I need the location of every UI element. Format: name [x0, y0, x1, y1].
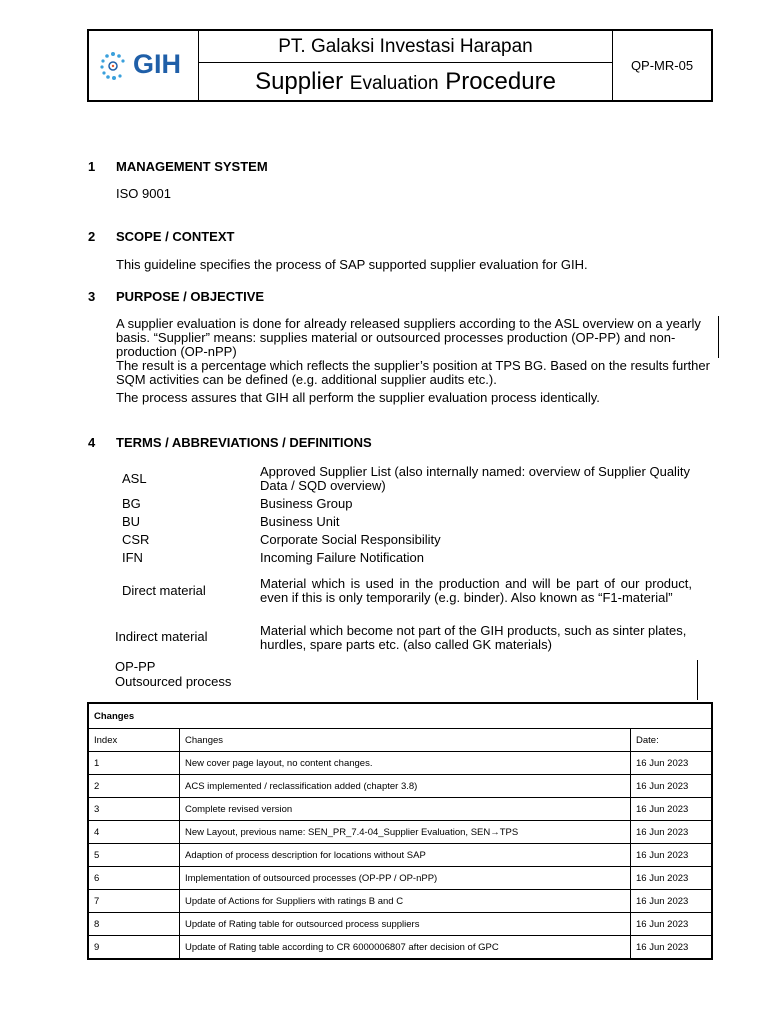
header-index: Index	[88, 729, 180, 752]
title-part-3: Procedure	[445, 68, 556, 95]
table-row	[88, 752, 712, 775]
row-change: New cover page layout, no content changes.	[180, 752, 631, 775]
term-indirect-material: Indirect material	[115, 629, 208, 644]
row-change: Implementation of outsourced processes (OP-PP / OP-nPP)	[180, 867, 631, 890]
row-index: 7	[88, 890, 180, 913]
change-bar	[697, 660, 698, 700]
row-date: 16 Jun 2023	[631, 936, 713, 960]
section-2-text: This guideline specifies the process of SAP supported supplier evaluation for GIH.	[116, 257, 588, 272]
logo-dots-icon	[97, 51, 129, 81]
row-index: 5	[88, 844, 180, 867]
row-change: Update of Rating table for outsourced process suppliers	[180, 913, 631, 936]
table-row	[88, 867, 712, 890]
row-date: 16 Jun 2023	[631, 775, 713, 798]
row-date: 16 Jun 2023	[631, 752, 713, 775]
def-bu: Business Unit	[260, 514, 340, 529]
row-change: Adaption of process description for locations without SAP	[180, 844, 631, 867]
term-bg: BG	[122, 496, 141, 511]
table-row	[88, 844, 712, 867]
section-3-title: PURPOSE / OBJECTIVE	[116, 289, 265, 304]
section-1-text: ISO 9001	[116, 186, 171, 201]
row-index: 2	[88, 775, 180, 798]
row-index: 9	[88, 936, 180, 960]
changes-header-row	[88, 729, 712, 752]
row-date: 16 Jun 2023	[631, 798, 713, 821]
row-index: 6	[88, 867, 180, 890]
row-date: 16 Jun 2023	[631, 867, 713, 890]
row-index: 4	[88, 821, 180, 844]
document-title	[199, 63, 612, 100]
title-part-2: Evaluation	[349, 73, 439, 94]
term-op-pp: OP-PP	[115, 659, 156, 674]
changes-caption: Changes	[88, 703, 712, 729]
changes-caption-row	[88, 703, 712, 729]
table-row	[88, 798, 712, 821]
row-date: 16 Jun 2023	[631, 844, 713, 867]
table-row	[88, 913, 712, 936]
logo-text: GIH	[133, 49, 182, 79]
def-indirect-material: Material which become not part of the GIH products, such as sinter plates, hurdles, spare parts etc. (also called GK materials)	[260, 623, 687, 652]
table-row	[88, 775, 712, 798]
row-change: ACS implemented / reclassification added (chapter 3.8)	[180, 775, 631, 798]
document-code: QP-MR-05	[630, 58, 694, 73]
section-3-paragraph-2: The result is a percentage which reflects the supplier’s position at TPS BG. Based on the results further SQM activities can be defined (e.g. additional supplier audits etc.).	[116, 358, 710, 387]
row-date: 16 Jun 2023	[631, 913, 713, 936]
term-csr: CSR	[122, 532, 150, 547]
def-ifn: Incoming Failure Notification	[260, 550, 425, 565]
section-3-paragraph-1: A supplier evaluation is done for already released suppliers according to the ASL overview on a yearly basis. “Supplier” means: supplies material or outsourced processes production (OP-PP) and non-production (OP-nPP)	[116, 316, 701, 359]
section-1-number: 1	[88, 159, 96, 174]
table-row	[88, 936, 712, 960]
row-index: 1	[88, 752, 180, 775]
row-change: Complete revised version	[180, 798, 631, 821]
term-direct-material: Direct material	[122, 583, 206, 598]
term-ifn: IFN	[122, 550, 143, 565]
term-bu: BU	[122, 514, 141, 529]
row-change: Update of Actions for Suppliers with ratings B and C	[180, 890, 631, 913]
row-date: 16 Jun 2023	[631, 890, 713, 913]
company-logo	[97, 51, 193, 81]
term-outsourced-process: Outsourced process	[115, 674, 232, 689]
company-name: PT. Galaksi Investasi Harapan	[199, 31, 612, 63]
def-direct-material: Material which is used in the production and will be part of our product, even if this is only temporarily (e.g. binder). Also known as “F1-material”	[260, 576, 692, 605]
row-change: New Layout, previous name: SEN_PR_7.4-04_Supplier Evaluation, SEN→TPS	[180, 821, 631, 844]
table-row	[88, 821, 712, 844]
document-header	[87, 29, 713, 102]
def-asl: Approved Supplier List (also internally named: overview of Supplier Quality Data / SQD overview)	[260, 464, 690, 493]
header-date: Date:	[631, 729, 713, 752]
section-4-number: 4	[88, 435, 96, 450]
def-bg: Business Group	[260, 496, 353, 511]
row-index: 8	[88, 913, 180, 936]
row-index: 3	[88, 798, 180, 821]
section-4-title: TERMS / ABBREVIATIONS / DEFINITIONS	[116, 435, 372, 450]
section-3-number: 3	[88, 289, 96, 304]
title-part-1: Supplier	[255, 68, 344, 95]
row-change: Update of Rating table according to CR 6000006807 after decision of GPC	[180, 936, 631, 960]
section-1-title: MANAGEMENT SYSTEM	[116, 159, 268, 174]
row-date: 16 Jun 2023	[631, 821, 713, 844]
section-2-number: 2	[88, 229, 96, 244]
section-2-title: SCOPE / CONTEXT	[116, 229, 235, 244]
header-changes: Changes	[180, 729, 631, 752]
change-bar	[718, 316, 719, 358]
def-csr: Corporate Social Responsibility	[260, 532, 441, 547]
title-cell	[199, 31, 613, 100]
term-asl: ASL	[122, 471, 147, 486]
logo-cell	[89, 31, 199, 100]
table-row	[88, 890, 712, 913]
section-3-paragraph-3: The process assures that GIH all perform the supplier evaluation process identically.	[116, 390, 600, 405]
changes-table	[87, 702, 713, 960]
